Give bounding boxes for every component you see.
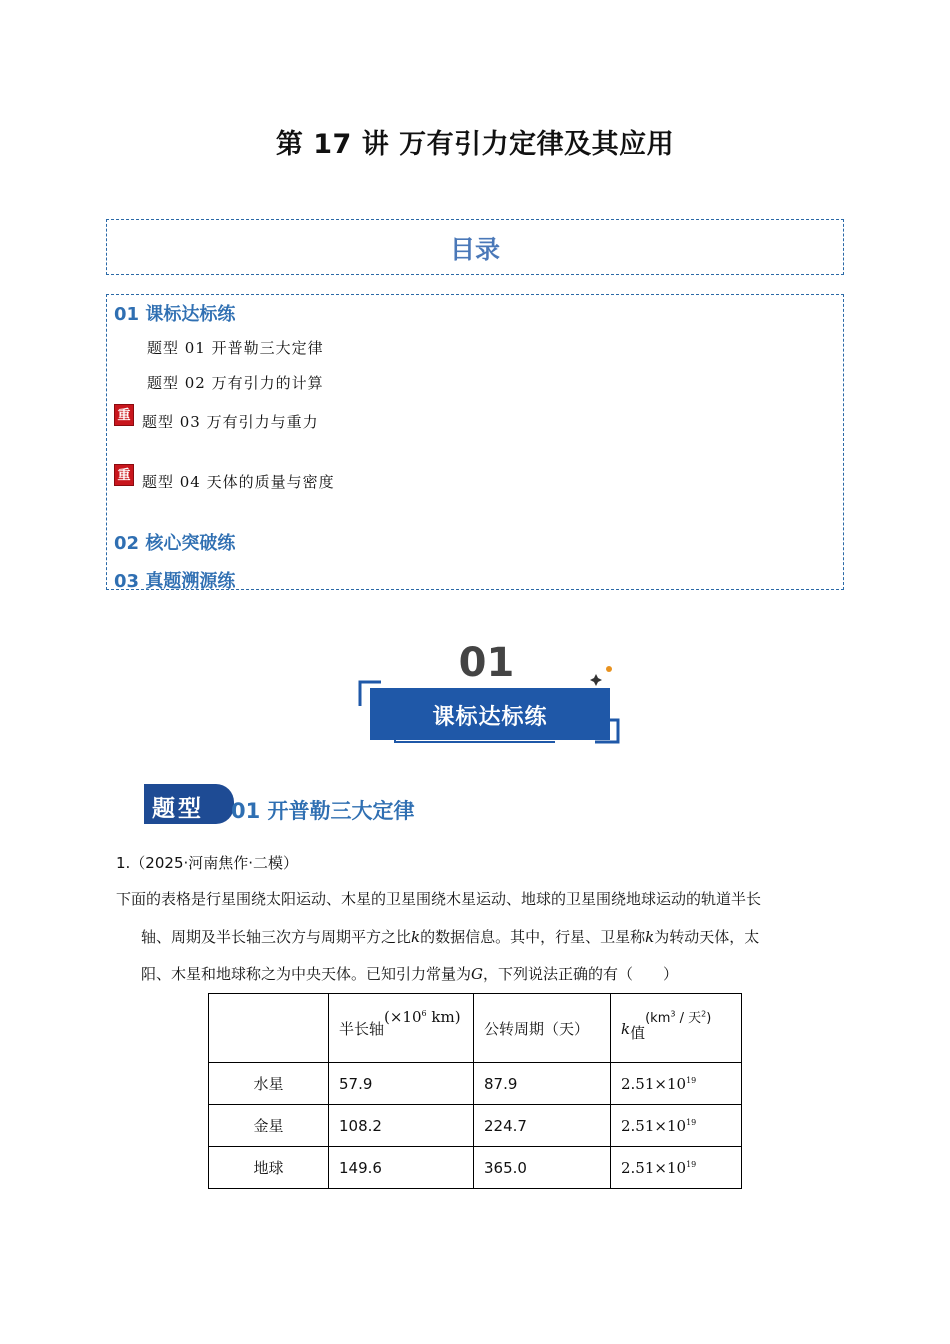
toc-item-type-01[interactable]: 题型 01 开普勒三大定律 xyxy=(147,339,324,357)
orbital-period: 365.0 xyxy=(474,1147,611,1189)
table-header-cell xyxy=(209,994,329,1063)
toc-section-02[interactable]: 02 核心突破练 xyxy=(114,533,236,554)
semi-major-axis: 149.6 xyxy=(329,1147,474,1189)
toc-header-box xyxy=(106,219,844,275)
orbital-period: 224.7 xyxy=(474,1105,611,1147)
symbol-k: k xyxy=(645,928,655,946)
planet-name: 地球 xyxy=(209,1147,329,1189)
semi-major-axis: 57.9 xyxy=(329,1063,474,1105)
table-header-row xyxy=(209,994,742,1063)
table-row xyxy=(209,1063,742,1105)
type-tag xyxy=(144,784,234,824)
toc-item-type-04[interactable]: 题型 04 天体的质量与密度 xyxy=(142,473,335,491)
semi-major-axis: 108.2 xyxy=(329,1105,474,1147)
toc-section-01[interactable]: 01 课标达标练 xyxy=(114,304,236,325)
toc-item-type-03[interactable]: 题型 03 万有引力与重力 xyxy=(142,413,319,431)
question-line-1: 下面的表格是行星围绕太阳运动、木星的卫星围绕木星运动、地球的卫星围绕地球运动的轨道半长 xyxy=(116,890,762,908)
table-row xyxy=(209,1147,742,1189)
toc-section-03[interactable]: 03 真题溯源练 xyxy=(114,571,236,592)
question-source: 1.（2025·河南焦作·二模） xyxy=(116,854,299,872)
question-line-2: 轴、周期及半长轴三次方与周期平方之比k的数据信息。其中，行星、卫星称k为转动天体，太 xyxy=(141,928,760,946)
k-value: $2.51\times 10^{19}$ xyxy=(611,1105,742,1147)
k-value: $2.51\times 10^{19}$ xyxy=(611,1063,742,1105)
orbit-data-table xyxy=(208,993,742,1189)
section-number: 01 xyxy=(458,640,515,686)
planet-name: 水星 xyxy=(209,1063,329,1105)
type-tag-label: 题型 xyxy=(152,795,204,822)
toc-heading: 目录 xyxy=(449,235,500,264)
section-banner-title: 课标达标练 xyxy=(432,705,548,730)
table-header-cell: k值($km^3$ / 天$^2$) xyxy=(611,994,742,1063)
table-header-cell: 公转周期（天） xyxy=(474,994,611,1063)
table-header-cell: 半长轴($\times 10^6$ km) xyxy=(329,994,474,1063)
document-title: 第 17 讲 万有引力定律及其应用 xyxy=(275,129,675,160)
section-banner xyxy=(370,688,610,740)
orbital-period: 87.9 xyxy=(474,1063,611,1105)
toc-item-type-02[interactable]: 题型 02 万有引力的计算 xyxy=(147,374,324,392)
sparkle-icon xyxy=(590,664,614,688)
toc-body-box xyxy=(106,294,844,590)
question-line-3: 阳、木星和地球称之为中央天体。已知引力常量为G，下列说法正确的有（ ） xyxy=(141,965,679,983)
planet-name: 金星 xyxy=(209,1105,329,1147)
key-badge-icon: 重 xyxy=(114,404,134,426)
symbol-k: k xyxy=(411,928,421,946)
k-value: $2.51\times 10^{19}$ xyxy=(611,1147,742,1189)
table-row xyxy=(209,1105,742,1147)
symbol-G: G xyxy=(471,965,483,983)
key-badge-icon: 重 xyxy=(114,464,134,486)
type-title: 01 开普勒三大定律 xyxy=(231,799,415,823)
